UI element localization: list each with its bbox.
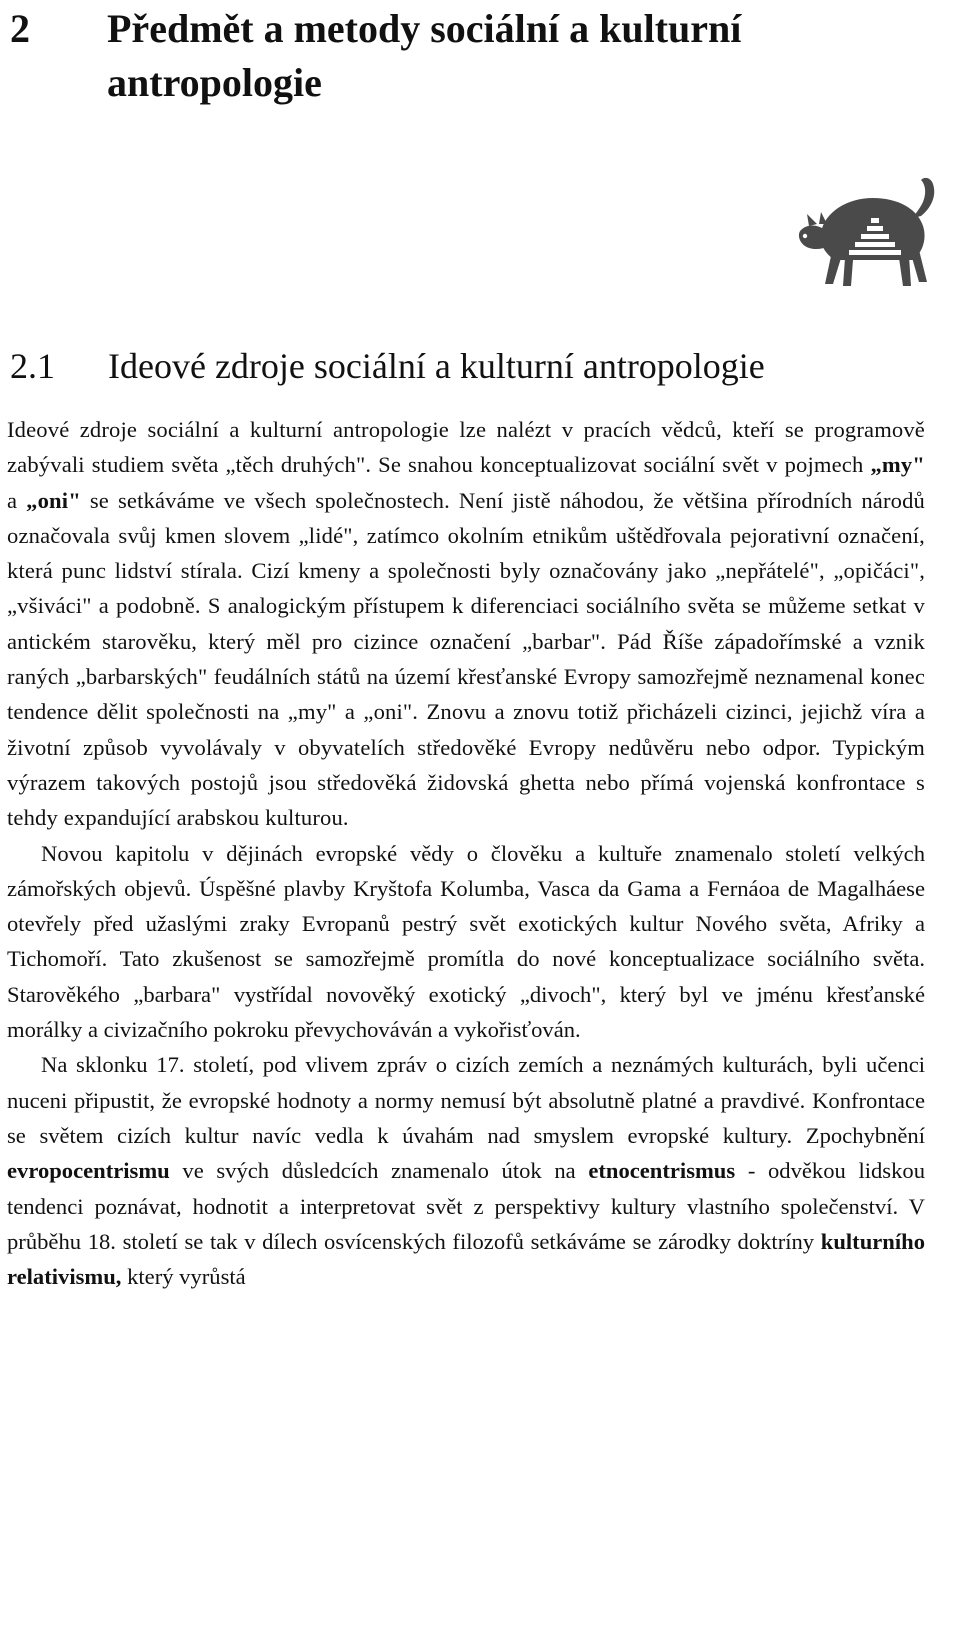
section-number: 2.1 bbox=[10, 346, 55, 386]
paragraph-1 bbox=[7, 412, 925, 836]
paragraph-3 bbox=[7, 1047, 925, 1294]
paragraph-1-text-b: a bbox=[7, 487, 27, 513]
paragraph-2: Novou kapitolu v dějinách evropské vědy o člověku a kultuře znamenalo století velkých zámořských objevů. Úspěšné plavby Kryštofa Kolumba, Vasca da Gama a Fernáoa de Magalháese otevřely před užaslými zraky Evropanů pestrý svět exotických kultur Nového světa, Afriky a Tichomoří. Tato zkušenost se samozřejmě promítla do nové konceptualizace sociálního světa. Starověkého „barbara" vystřídal novověký exotický „divoch", který byl ve jménu křesťanské morálky a civizačního pokroku převychováván a vykořisťován. bbox=[7, 840, 925, 1043]
chapter-number: 2 bbox=[10, 6, 30, 51]
chapter-title-line1: Předmět a metody sociální a kulturní bbox=[107, 6, 742, 51]
paragraph-3-text-b: ve svých důsledcích znamenalo útok na bbox=[169, 1158, 589, 1184]
section-title: Ideové zdroje sociální a kulturní antropologie bbox=[108, 346, 765, 386]
section-heading bbox=[10, 344, 930, 388]
term-kulturni-relativismus: kulturního relativismu, bbox=[7, 1228, 925, 1290]
term-evropocentrismus: evropocentrismu bbox=[7, 1158, 170, 1184]
paragraph-3-text-d: který vyrůstá bbox=[121, 1264, 246, 1290]
paragraph-3-text-c: - odvěkou lidskou tendenci poznávat, hodnotit a interpretovat svět z perspektivy kultury vlastního společenství. V průběhu 18. století se tak v dílech osvícenských filozofů setkáváme se zárodky doktríny bbox=[7, 1158, 925, 1254]
term-my: „my" bbox=[870, 452, 925, 478]
paragraph-1-text-a: Ideové zdroje sociální a kulturní antropologie lze nalézt v pracích vědců, kteří se programově zabývali studiem světa „těch druhých". Se snahou konceptualizovat sociální svět v pojmech bbox=[7, 417, 925, 478]
body-text bbox=[7, 412, 925, 1294]
term-oni: „oni" bbox=[26, 487, 81, 513]
chapter-heading bbox=[10, 2, 870, 110]
term-etnocentrismus: etnocentrismus bbox=[588, 1158, 736, 1184]
animal-emblem-icon bbox=[795, 172, 945, 292]
chapter-title-line2: antropologie bbox=[107, 60, 322, 105]
paragraph-3-text-a: Na sklonku 17. století, pod vlivem zpráv o cizích zemích a neznámých kulturách, byli učenci nuceni připustit, že evropské hodnoty a normy nemusí být absolutně platné a pravdivé. Konfrontace se světem cizích kultur navíc vedla k úvahám nad smyslem evropské kultury. Zpochybnění bbox=[7, 1052, 925, 1148]
paragraph-1-text-c: se setkáváme ve všech společnostech. Není jistě náhodou, že většina přírodních národů označovala svůj kmen slovem „lidé", zatímco okolním etnikům uštědřovala pejorativní označení, která punc lidství stírala. Cizí kmeny a společnosti byly označovány jako „nepřátelé", „opičáci", „všiváci" a podobně. S analogickým přístupem k diferenciaci sociálního světa se můžeme setkat v antickém starověku, který měl pro cizince označení „barbar". Pád Říše západořímské a vznik raných „barbarských" feudálních států na území křesťanské Evropy samozřejmě neznamenal konec tendence dělit společnosti na „my" a „oni". Znovu a znovu totiž přicházeli cizinci, jejichž víra a životní způsob vyvolávaly v obyvatelích středověké Evropy nedůvěru nebo odpor. Typickým výrazem takových postojů jsou středověká židovská ghetta nebo přímá vojenská konfrontace s tehdy expandující arabskou kulturou. bbox=[7, 487, 925, 831]
